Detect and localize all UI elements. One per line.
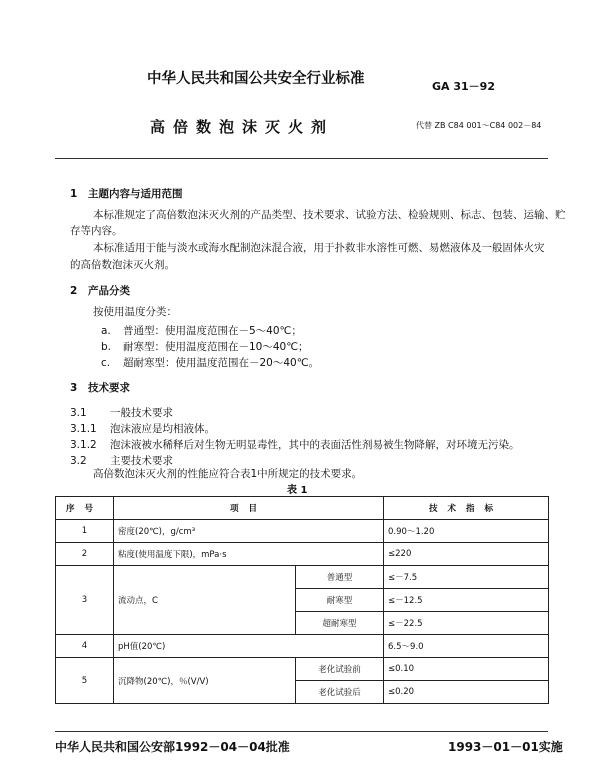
clause-number: 3.2: [70, 455, 87, 467]
item-text: 耐寒型：使用温度范围在－10～40℃；: [123, 341, 309, 353]
section2-item: [101, 355, 319, 370]
section1-number: 1: [70, 188, 78, 200]
section1-para2-line2: 的高倍数泡沫灭火剂。: [70, 259, 175, 271]
row-spec: ≤－12.5: [384, 589, 549, 612]
ministry-standard-title: 中华人民共和国公共安全行业标准: [147, 71, 365, 87]
clause-text: 主要技术要求: [110, 455, 173, 467]
row-no: 3: [56, 566, 114, 635]
table-row: [56, 658, 549, 681]
row-no: 5: [56, 658, 114, 704]
table-row: [56, 520, 549, 543]
section2-number: 2: [70, 285, 78, 297]
doc-number: GA 31－92: [432, 80, 495, 93]
row-item: 沉降物(20℃)，％(V/V): [114, 658, 296, 704]
row-spec: ≤220: [384, 543, 549, 566]
sub-label: 耐寒型: [296, 589, 384, 612]
table-row: [56, 566, 549, 589]
table-caption: 表 1: [287, 485, 308, 496]
header-spec: 技术指标: [384, 497, 549, 520]
section2-heading: [70, 283, 130, 298]
row-no: 4: [56, 635, 114, 658]
section1-para1-line2: 存等内容。: [70, 225, 123, 237]
row-item: 流动点，C: [114, 566, 296, 635]
section3-number: 3: [70, 382, 78, 394]
row-no: 1: [56, 520, 114, 543]
clause-number: 3.1.2: [70, 439, 97, 451]
clause-3-1-2: [70, 437, 520, 452]
section2-intro: 按使用温度分类：: [93, 306, 177, 318]
approval-line: 中华人民共和国公安部1992－04－04批准: [55, 740, 290, 754]
sub-label: 老化试验前: [296, 658, 384, 681]
item-marker: a.: [101, 325, 111, 337]
item-text: 普通型：使用温度范围在－5～40℃；: [123, 325, 302, 337]
item-marker: b.: [101, 341, 112, 353]
section1-title: 主题内容与适用范围: [88, 188, 183, 200]
clause-number: 3.1.1: [70, 423, 97, 435]
header-item: 项目: [114, 497, 384, 520]
section2-title: 产品分类: [88, 285, 130, 297]
effective-date: 1993－01－01实施: [448, 740, 563, 754]
row-no: 2: [56, 543, 114, 566]
sub-label: 超耐寒型: [296, 612, 384, 635]
item-marker: c.: [101, 357, 111, 369]
spec-table: [55, 496, 549, 704]
replaces-note: 代替 ZB C84 001～C84 002－84: [416, 121, 542, 130]
row-item: 密度(20℃)，g/cm³: [114, 520, 384, 543]
section1-para1-line1: 本标准规定了高倍数泡沫灭火剂的产品类型、技术要求、试验方法、检验规则、标志、包装、运输、贮: [93, 209, 566, 221]
row-item: pH值(20℃): [114, 635, 384, 658]
row-item: 粘度(使用温度下限)，mPa·s: [114, 543, 384, 566]
row-spec: ≤－22.5: [384, 612, 549, 635]
item-text: 超耐寒型：使用温度范围在－20～40℃。: [123, 357, 320, 369]
clause-3-1-1: [70, 421, 215, 436]
sub-label: 老化试验后: [296, 681, 384, 704]
section2-item: [101, 323, 302, 338]
clause-number: 3.1: [70, 407, 87, 419]
row-spec: ≤0.10: [384, 658, 549, 681]
clause-3-2-paragraph: 高倍数泡沫灭火剂的性能应符合表1中所规定的技术要求。: [93, 468, 363, 480]
header-no: 序号: [56, 497, 114, 520]
clause-3-1: [70, 405, 173, 420]
document-title: 高倍数泡沫灭火剂: [150, 118, 335, 136]
section2-item: [101, 339, 309, 354]
row-spec: ≤0.20: [384, 681, 549, 704]
clause-text: 泡沫液被水稀释后对生物无明显毒性，其中的表面活性剂易被生物降解，对环境无污染。: [110, 439, 520, 451]
header-divider: [55, 158, 548, 159]
footer-divider: [55, 731, 548, 732]
clause-text: 泡沫液应是均相液体。: [110, 423, 215, 435]
row-spec: ≤－7.5: [384, 566, 549, 589]
section1-para2-line1: 本标准适用于能与淡水或海水配制泡沫混合液，用于扑救非水溶性可燃、易燃液体及一般固体火灾: [93, 242, 545, 254]
table-row: [56, 635, 549, 658]
section3-heading: [70, 380, 130, 395]
table-row: [56, 543, 549, 566]
sub-label: 普通型: [296, 566, 384, 589]
row-spec: 6.5～9.0: [384, 635, 549, 658]
clause-text: 一般技术要求: [110, 407, 173, 419]
row-spec: 0.90～1.20: [384, 520, 549, 543]
section1-heading: [70, 186, 183, 201]
clause-3-2: [70, 453, 173, 468]
section3-title: 技术要求: [88, 382, 130, 394]
table-header-row: [56, 497, 549, 520]
